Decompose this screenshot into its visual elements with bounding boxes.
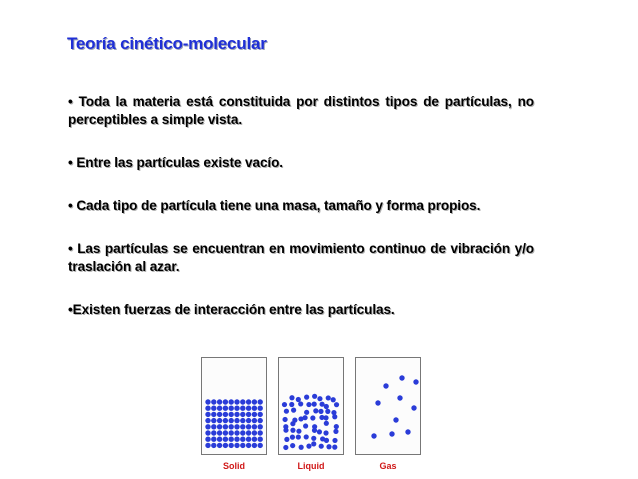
- particle: [252, 399, 257, 404]
- particle: [289, 395, 294, 400]
- particle: [383, 383, 388, 388]
- particle: [217, 406, 222, 411]
- particle: [246, 443, 251, 448]
- particle: [217, 418, 222, 423]
- liquid-particles: [279, 358, 343, 454]
- particle: [229, 424, 234, 429]
- gas-label: Gas: [379, 461, 397, 471]
- particle: [325, 409, 330, 414]
- particle: [258, 430, 263, 435]
- particle: [393, 417, 398, 422]
- particle: [223, 437, 228, 442]
- particle: [397, 395, 402, 400]
- bullet-item: •Existen fuerzas de interacción entre las partículas.: [68, 302, 395, 317]
- particle: [234, 412, 239, 417]
- particle: [217, 424, 222, 429]
- particle: [324, 438, 329, 443]
- particle: [229, 430, 234, 435]
- particle: [283, 445, 288, 450]
- particle: [375, 400, 380, 405]
- particle: [223, 418, 228, 423]
- particle: [282, 417, 287, 422]
- particle: [326, 395, 331, 400]
- particle: [258, 418, 263, 423]
- liquid-label: Liquid: [297, 461, 325, 471]
- particle: [290, 428, 295, 433]
- particle: [240, 418, 245, 423]
- solid-particles: [202, 358, 266, 454]
- particle: [252, 430, 257, 435]
- particle: [258, 443, 263, 448]
- particle: [240, 399, 245, 404]
- particle: [332, 438, 337, 443]
- particle: [252, 443, 257, 448]
- particle: [205, 418, 210, 423]
- particle: [211, 399, 216, 404]
- liquid-container: [278, 357, 344, 455]
- particle: [223, 399, 228, 404]
- solid-container: [201, 357, 267, 455]
- particle: [332, 414, 337, 419]
- particle: [317, 429, 322, 434]
- particle: [229, 418, 234, 423]
- particle: [252, 406, 257, 411]
- particle: [223, 424, 228, 429]
- particle: [303, 423, 308, 428]
- particle: [240, 424, 245, 429]
- particle: [211, 437, 216, 442]
- particle: [205, 437, 210, 442]
- particle: [229, 399, 234, 404]
- particle: [282, 402, 287, 407]
- particle: [290, 435, 295, 440]
- particle: [311, 441, 316, 446]
- particle: [296, 397, 301, 402]
- particle: [323, 415, 328, 420]
- particle: [405, 429, 410, 434]
- particle: [252, 437, 257, 442]
- bullet-list: [68, 93, 534, 344]
- particle: [313, 408, 318, 413]
- particle: [258, 412, 263, 417]
- particle: [299, 445, 304, 450]
- particle: [333, 429, 338, 434]
- particle: [240, 443, 245, 448]
- particle: [252, 418, 257, 423]
- particle: [246, 430, 251, 435]
- particle: [334, 402, 339, 407]
- particle: [234, 418, 239, 423]
- particle: [223, 412, 228, 417]
- particle: [252, 412, 257, 417]
- particle: [312, 394, 317, 399]
- particle: [289, 402, 294, 407]
- particle: [283, 428, 288, 433]
- particle: [229, 406, 234, 411]
- particle: [296, 429, 301, 434]
- particle: [240, 412, 245, 417]
- particle: [334, 424, 339, 429]
- particle: [284, 409, 289, 414]
- particle: [317, 396, 322, 401]
- particle: [258, 399, 263, 404]
- states-of-matter-diagram: [200, 357, 430, 472]
- particle: [229, 412, 234, 417]
- particle: [298, 401, 303, 406]
- particle: [318, 409, 323, 414]
- particle: [411, 405, 416, 410]
- particle: [211, 430, 216, 435]
- particle: [302, 415, 307, 420]
- particle: [258, 406, 263, 411]
- particle: [234, 399, 239, 404]
- particle: [211, 418, 216, 423]
- particle: [246, 412, 251, 417]
- particle: [211, 424, 216, 429]
- particle: [290, 421, 295, 426]
- particle: [399, 375, 404, 380]
- gas-particles: [356, 358, 420, 454]
- particle: [413, 379, 418, 384]
- particle: [304, 410, 309, 415]
- particle: [258, 437, 263, 442]
- particle: [205, 424, 210, 429]
- particle: [234, 406, 239, 411]
- particle: [311, 436, 316, 441]
- particle: [290, 443, 295, 448]
- bullet-item: • Toda la materia está constituida por distintos tipos de partículas, no perceptibles a simple vista.: [68, 94, 534, 127]
- particle: [240, 430, 245, 435]
- particle: [217, 430, 222, 435]
- particle: [229, 443, 234, 448]
- bullet-item: • Cada tipo de partícula tiene una masa, tamaño y forma propios.: [68, 198, 481, 213]
- particle: [246, 399, 251, 404]
- particle: [229, 437, 234, 442]
- particle: [246, 424, 251, 429]
- particle: [258, 424, 263, 429]
- particle: [234, 437, 239, 442]
- particle: [217, 412, 222, 417]
- particle: [205, 399, 210, 404]
- particle: [326, 444, 331, 449]
- particle: [332, 445, 337, 450]
- particle: [324, 404, 329, 409]
- particle: [211, 443, 216, 448]
- particle: [223, 406, 228, 411]
- particle: [211, 406, 216, 411]
- particle: [240, 437, 245, 442]
- particle: [312, 428, 317, 433]
- particle: [223, 430, 228, 435]
- bullet-item: • Entre las partículas existe vacío.: [68, 155, 283, 170]
- particle: [217, 443, 222, 448]
- particle: [205, 406, 210, 411]
- particle: [240, 406, 245, 411]
- particle: [205, 412, 210, 417]
- particle: [306, 444, 311, 449]
- particle: [310, 415, 315, 420]
- particle: [205, 443, 210, 448]
- particle: [252, 424, 257, 429]
- particle: [304, 434, 309, 439]
- particle: [304, 395, 309, 400]
- particle: [223, 443, 228, 448]
- gas-container: [355, 357, 421, 455]
- particle: [291, 408, 296, 413]
- particle: [234, 424, 239, 429]
- particle: [217, 399, 222, 404]
- particle: [306, 402, 311, 407]
- particle: [319, 444, 324, 449]
- particle: [211, 412, 216, 417]
- particle: [284, 437, 289, 442]
- solid-label: Solid: [223, 461, 245, 471]
- particle: [205, 430, 210, 435]
- slide-title: Teoría cinético-molecular: [67, 34, 267, 53]
- particle: [331, 397, 336, 402]
- particle: [246, 437, 251, 442]
- particle: [371, 433, 376, 438]
- particle: [389, 431, 394, 436]
- bullet-item: • Las partículas se encuentran en movimiento continuo de vibración y/o traslación al azar.: [68, 241, 534, 274]
- particle: [246, 418, 251, 423]
- particle: [246, 406, 251, 411]
- particle: [312, 402, 317, 407]
- particle: [234, 443, 239, 448]
- particle: [217, 437, 222, 442]
- particle: [296, 434, 301, 439]
- particle: [324, 421, 329, 426]
- particle: [234, 430, 239, 435]
- particle: [323, 430, 328, 435]
